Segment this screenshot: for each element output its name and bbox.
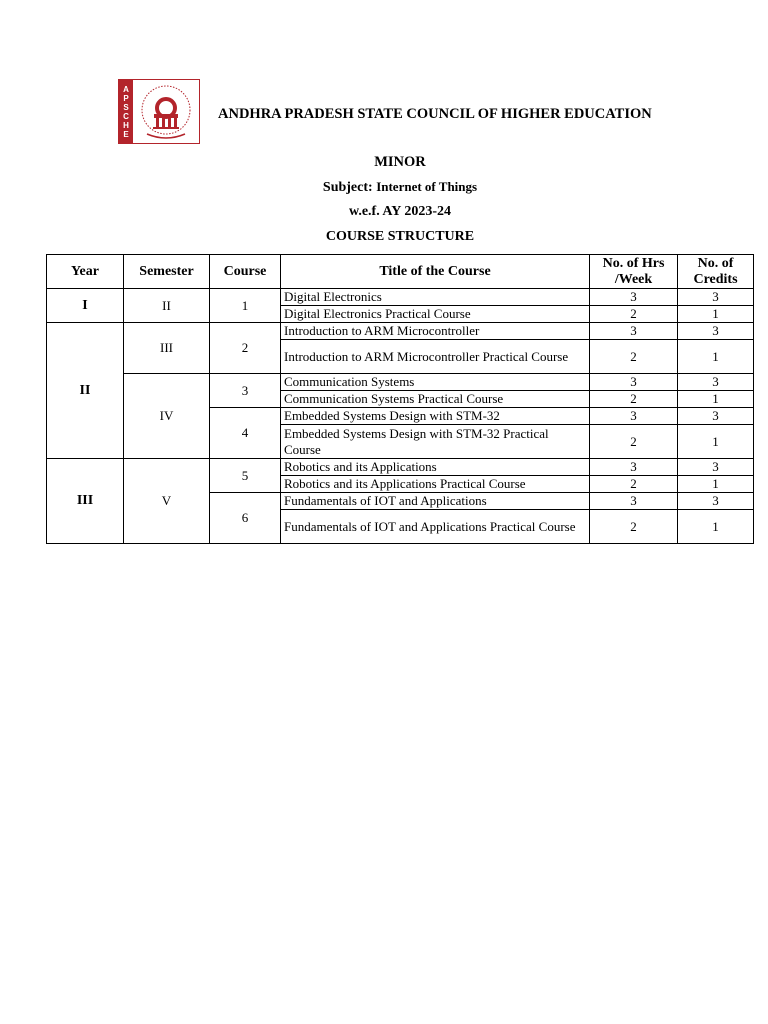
table-row [47,459,754,476]
credits-cell: 3 [678,408,754,425]
course-title-cell: Fundamentals of IOT and Applications [281,493,590,510]
course-title-cell: Robotics and its Applications [281,459,590,476]
course-title-cell: Communication Systems Practical Course [281,391,590,408]
credits-cell: 1 [678,340,754,374]
hours-cell: 2 [590,340,678,374]
logo-letter: S [123,102,129,112]
course-number-cell: 5 [210,459,281,493]
year-cell: I [47,289,124,323]
credits-cell: 1 [678,510,754,544]
course-title-cell: Robotics and its Applications Practical Course [281,476,590,493]
header-credits-line2: Credits [693,271,738,287]
credits-cell: 1 [678,391,754,408]
organization-title: ANDHRA PRADESH STATE COUNCIL OF HIGHER EDUCATION [218,106,652,122]
header-hours-line1: No. of Hrs [602,255,665,271]
course-number-cell: 1 [210,289,281,323]
wef-line: w.e.f. AY 2023-24 [348,204,452,219]
header-title: Title of the Course [281,255,590,289]
semester-cell: III [124,323,210,374]
table-header-row [47,255,754,289]
logo-letter: C [123,111,129,121]
hours-cell: 3 [590,459,678,476]
course-structure-heading: COURSE STRUCTURE [325,229,475,244]
hours-cell: 2 [590,510,678,544]
course-number-cell: 4 [210,408,281,459]
logo-letter: A [123,84,129,94]
course-title-cell: Fundamentals of IOT and Applications Practical Course [281,510,590,544]
course-structure-table [46,254,754,544]
header-hours [590,255,678,289]
header-credits-line1: No. of [697,255,734,271]
header-hours-line2: /Week [614,271,653,287]
emblem-icon [135,82,197,142]
table-row [47,374,754,391]
hours-cell: 3 [590,493,678,510]
header-semester: Semester [124,255,210,289]
year-cell: III [47,459,124,544]
credits-cell: 3 [678,289,754,306]
semester-cell: II [124,289,210,323]
logo-letter: P [123,93,129,103]
course-title-cell: Introduction to ARM Microcontroller [281,323,590,340]
credits-cell: 3 [678,374,754,391]
semester-cell: IV [124,374,210,459]
header-year: Year [47,255,124,289]
hours-cell: 3 [590,408,678,425]
credits-cell: 1 [678,476,754,493]
credits-cell: 3 [678,493,754,510]
table-row [47,323,754,340]
credits-cell: 1 [678,306,754,323]
logo-letter-band [119,80,133,143]
subject-value: Internet of Things [376,179,478,194]
logo-letter: H [123,120,129,130]
credits-cell: 3 [678,459,754,476]
course-title-cell: Communication Systems [281,374,590,391]
course-title-cell: Digital Electronics [281,289,590,306]
minor-heading: MINOR [374,154,426,170]
hours-cell: 2 [590,425,678,459]
logo-letter: E [123,129,129,139]
year-cell: II [47,323,124,459]
course-title-cell: Introduction to ARM Microcontroller Practical Course [281,340,590,374]
credits-cell: 1 [678,425,754,459]
course-number-cell: 3 [210,374,281,408]
hours-cell: 3 [590,323,678,340]
semester-cell: V [124,459,210,544]
course-title-cell: Embedded Systems Design with STM-32 Practical Course [281,425,590,459]
hours-cell: 2 [590,306,678,323]
hours-cell: 2 [590,391,678,408]
subject-label: Subject: [322,180,373,195]
course-title-cell: Digital Electronics Practical Course [281,306,590,323]
header-credits [678,255,754,289]
apsche-logo [118,79,200,144]
hours-cell: 3 [590,374,678,391]
header-course: Course [210,255,281,289]
subject-line [0,179,768,196]
course-number-cell: 2 [210,323,281,374]
hours-cell: 3 [590,289,678,306]
table-row [47,289,754,306]
hours-cell: 2 [590,476,678,493]
course-number-cell: 6 [210,493,281,544]
credits-cell: 3 [678,323,754,340]
course-title-cell: Embedded Systems Design with STM-32 [281,408,590,425]
